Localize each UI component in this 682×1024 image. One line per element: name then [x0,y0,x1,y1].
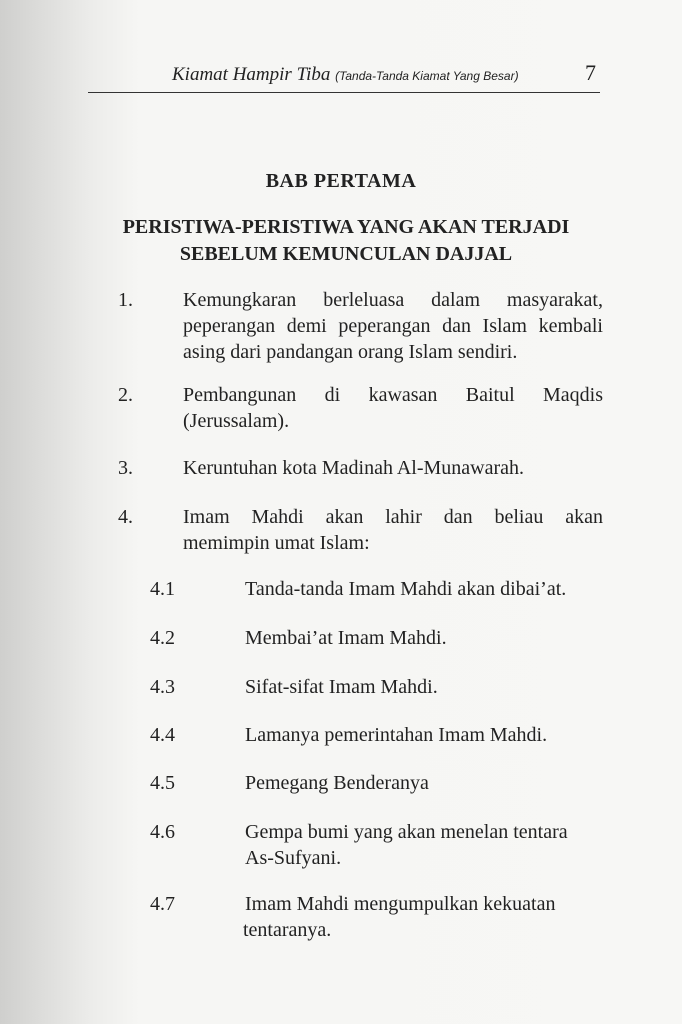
word: kawasan [368,384,438,406]
word: Baitul [465,384,515,406]
list-item-line [183,313,603,339]
sub-item-text [243,891,603,943]
sub-item-4-5 [0,770,682,798]
sub-item-4-6 [0,819,682,873]
word: peperangan [338,315,431,337]
sub-item-line: Sifat-sifat Imam Mahdi. [245,676,438,698]
sub-item-line: Imam Mahdi mengumpulkan kekuatan [245,893,556,915]
sub-item-number: 4.3 [150,676,175,698]
list-item-line [183,382,603,408]
list-item-text [183,455,603,481]
list-item-1 [0,287,682,367]
word: dan [443,506,473,528]
chapter-title-line-1: PERISTIWA-PERISTIWA YANG AKAN TERJADI [122,216,570,238]
word: lahir [385,506,422,528]
word: Imam [183,506,230,528]
sub-item-text [245,770,605,796]
sub-item-line: Membai’at Imam Mahdi. [245,627,447,649]
sub-item-text [245,819,605,871]
list-item-3 [0,455,682,483]
sub-item-text [245,722,605,748]
list-item-line [183,504,603,530]
word: dalam [431,289,481,311]
list-item-line: memimpin umat Islam: [183,532,370,554]
sub-item-text [245,674,605,700]
list-item-number: 1. [118,289,133,311]
sub-item-number: 4.5 [150,772,175,794]
list-item-number: 3. [118,457,133,479]
sub-item-number: 4.6 [150,821,175,843]
list-item-text [183,287,603,365]
word: di [324,384,341,406]
chapter-title [80,214,612,268]
sub-item-text [245,576,605,602]
list-item-4 [0,504,682,558]
running-subtitle: (Tanda-Tanda Kiamat Yang Besar) [335,69,519,83]
list-item-number: 4. [118,506,133,528]
sub-item-4-3 [0,674,682,702]
word: beliau [494,506,544,528]
sub-item-line: Gempa bumi yang akan menelan tentara [245,821,568,843]
word: Kemungkaran [183,289,297,311]
chapter-title-line-2: SEBELUM KEMUNCULAN DAJJAL [179,243,513,265]
sub-item-4-4 [0,722,682,750]
list-item-line: (Jerussalam). [183,410,290,432]
list-item-line: asing dari pandangan orang Islam sendiri. [183,341,518,363]
list-item-line [183,287,603,313]
word: demi [286,315,327,337]
running-header [88,62,600,93]
word: dan [442,315,471,337]
page-number: 7 [585,60,596,85]
word: kembali [538,315,603,337]
sub-item-line: As-Sufyani. [245,847,342,869]
sub-item-number: 4.1 [150,578,175,600]
word: peperangan [183,315,276,337]
sub-item-4-7 [0,891,682,945]
sub-item-number: 4.4 [150,724,175,746]
sub-item-line: Tanda-tanda Imam Mahdi akan dibai’at. [245,578,567,600]
word: Pembangunan [183,384,297,406]
running-title: Kiamat Hampir Tiba (Tanda-Tanda Kiamat Yang Besar) [172,64,519,85]
sub-item-line: tentaranya. [243,919,332,941]
word: Mahdi [251,506,304,528]
chapter-label: BAB PERTAMA [265,170,417,192]
sub-item-number: 4.7 [150,893,175,915]
list-item-2 [0,382,682,436]
word: akan [565,506,603,528]
word: masyarakat, [506,289,603,311]
sub-item-4-1 [0,576,682,604]
list-item-text [183,382,603,434]
word: berleluasa [323,289,405,311]
sub-item-number: 4.2 [150,627,175,649]
sub-item-line: Pemegang Benderanya [245,772,429,794]
word: akan [325,506,364,528]
word: Maqdis [543,384,603,406]
list-item-line: Keruntuhan kota Madinah Al-Munawarah. [183,457,525,479]
sub-item-line: Lamanya pemerintahan Imam Mahdi. [245,724,548,746]
sub-item-text [245,625,605,651]
list-item-text [183,504,603,556]
list-item-number: 2. [118,384,133,406]
word: Islam [482,315,527,337]
sub-item-4-2 [0,625,682,653]
